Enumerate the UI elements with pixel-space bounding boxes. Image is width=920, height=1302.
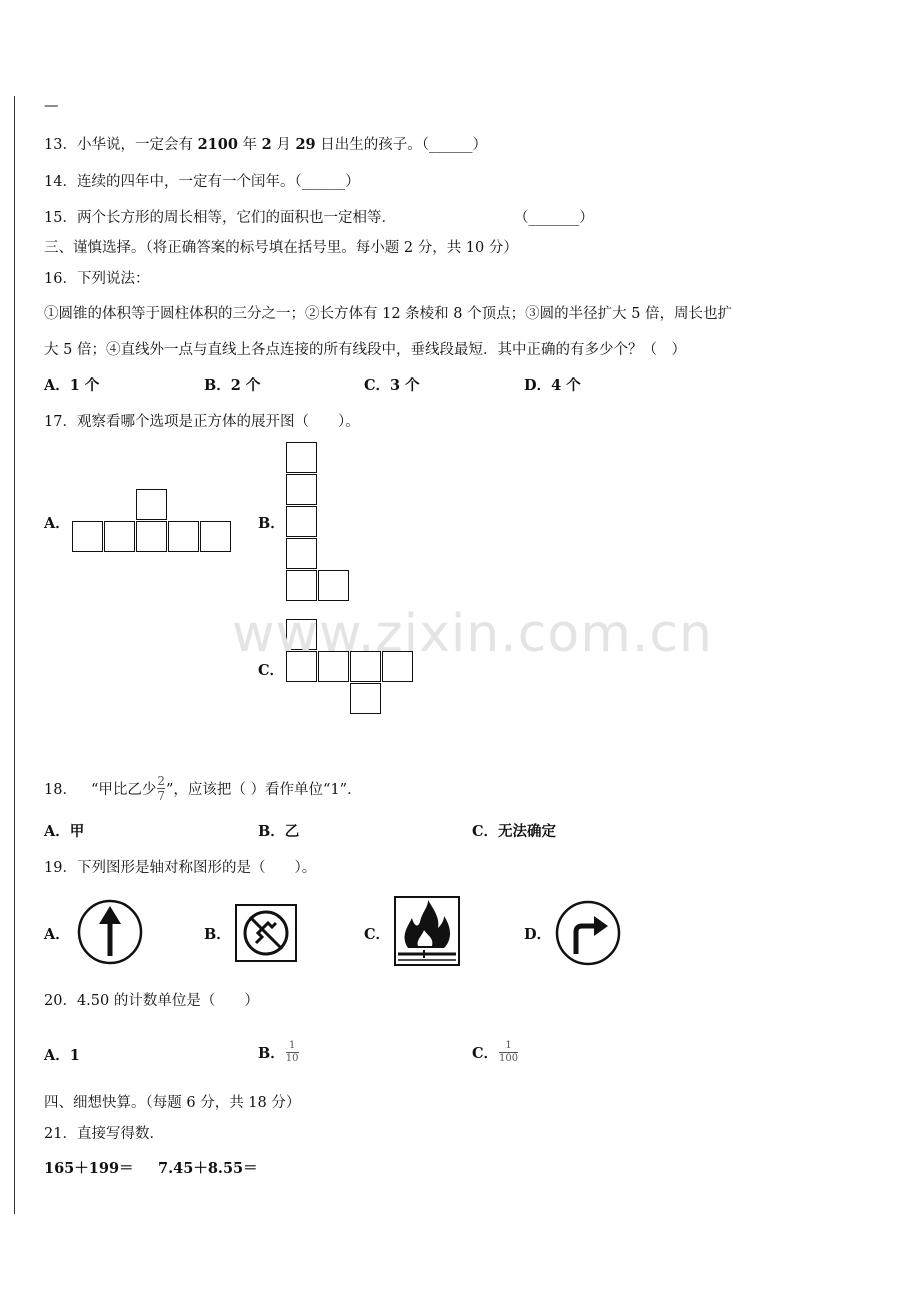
option-d: D．4 个 — [524, 377, 581, 394]
right-turn-sign-icon — [554, 898, 622, 968]
option-b: B．2 个 — [204, 377, 261, 394]
option-a: A．甲 — [44, 823, 85, 840]
question-16-statement-line1: ①圆锥的体积等于圆柱体积的三分之一；②长方体有 12 条棱和 8 个顶点；③圆的半径扩大 5 倍，周长也扩 — [44, 306, 733, 322]
net-square — [286, 442, 317, 473]
net-square — [72, 521, 103, 552]
question-number: 18． — [44, 781, 77, 798]
question-18: 18． “甲比乙少 $\frac{2}{7}$ ”，应该把（ ）看作单位“1”． — [44, 773, 362, 803]
option-b: B．乙 — [258, 823, 300, 840]
question-20: 20．4.50 的计数单位是（ ） — [44, 993, 259, 1009]
net-square — [104, 521, 135, 552]
option-c: C． $\frac{1}{100}$ — [472, 1039, 519, 1064]
option-a: A．1 个 — [44, 377, 100, 394]
question-17: 17．观察看哪个选项是正方体的展开图（ ）。 — [44, 414, 360, 430]
net-square — [136, 489, 167, 520]
option-a-label: A． — [44, 515, 70, 532]
net-square — [350, 683, 381, 714]
net-square — [318, 570, 349, 601]
question-14: 14．连续的四年中，一定有一个闰年。（______） — [44, 174, 360, 190]
option-a: A．1 — [44, 1047, 80, 1064]
option-c-label: C． — [364, 926, 391, 943]
up-arrow-sign-icon — [76, 898, 144, 966]
question-13: 13．小华说，一定会有 2100 年 2 月 29 日出生的孩子。（______） — [44, 136, 487, 153]
option-b-label: B． — [204, 926, 231, 943]
answer-blank: （_______） — [514, 210, 594, 226]
question-number: 19． — [44, 860, 77, 876]
question-15: 15．两个长方形的周长相等，它们的面积也一定相等． — [44, 210, 396, 226]
fraction-one-hundredth: $\frac{1}{100}$ — [499, 1039, 519, 1064]
question-21: 21．直接写得数． — [44, 1126, 164, 1142]
net-square — [200, 521, 231, 552]
fire-sign-icon — [394, 896, 460, 966]
question-number: 16． — [44, 271, 77, 287]
question-number: 17． — [44, 414, 77, 430]
watermark: www.zixin.com.cn — [232, 604, 713, 664]
question-16: 16．下列说法： — [44, 271, 150, 287]
question-number: 15． — [44, 210, 77, 226]
net-square — [168, 521, 199, 552]
section-heading-3: 三、谨慎选择。（将正确答案的标号填在括号里。每小题 2 分，共 10 分） — [44, 240, 518, 256]
question-number: 13． — [44, 137, 77, 153]
question-19: 19．下列图形是轴对称图形的是（ ）。 — [44, 860, 317, 876]
option-c-label: C． — [258, 662, 285, 679]
net-square — [286, 570, 317, 601]
question-number: 21． — [44, 1126, 77, 1142]
left-margin-rule — [14, 96, 15, 1214]
net-square — [286, 506, 317, 537]
expression-1: 165＋199＝ — [44, 1160, 134, 1177]
option-b: B． $\frac{1}{10}$ — [258, 1039, 299, 1064]
section-heading-4: 四、细想快算。（每题 6 分，共 18 分） — [44, 1095, 301, 1111]
fraction-one-tenth: $\frac{1}{10}$ — [285, 1039, 299, 1064]
question-number: 14． — [44, 174, 77, 190]
fraction-two-sevenths: $\frac{2}{7}$ — [157, 773, 166, 803]
top-dash: — — [44, 98, 59, 114]
net-square — [286, 538, 317, 569]
no-phone-sign-icon — [234, 903, 298, 963]
option-b-label: B． — [258, 515, 285, 532]
expression-2: 7.45＋8.55＝ — [158, 1160, 258, 1177]
option-a-label: A． — [44, 926, 70, 943]
net-square — [286, 474, 317, 505]
question-16-statement-line2: 大 5 倍；④直线外一点与直线上各点连接的所有线段中，垂线段最短．其中正确的有多少个？（ ） — [44, 342, 686, 358]
net-square — [136, 521, 167, 552]
option-c: C．无法确定 — [472, 823, 557, 840]
option-c: C．3 个 — [364, 377, 420, 394]
question-number: 20． — [44, 993, 77, 1009]
option-d-label: D． — [524, 926, 552, 943]
